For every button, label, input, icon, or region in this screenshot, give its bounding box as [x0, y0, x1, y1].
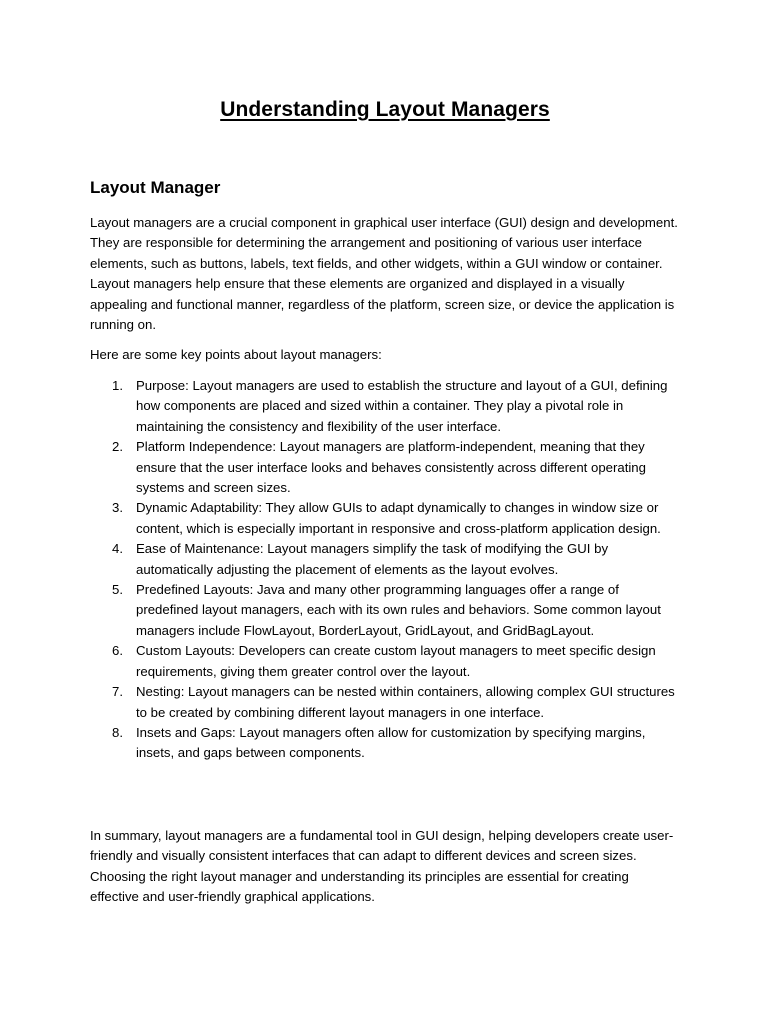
list-item-number: 5. [112, 582, 123, 598]
list-item [90, 580, 680, 641]
list-item-number: 7. [112, 684, 123, 700]
summary-paragraph: In summary, layout managers are a fundamental tool in GUI design, helping developers create user-friendly and visually consistent interfaces that can adapt to different devices and screen sizes. Choosing the right layout manager and understanding its principles are essential for creating effective and user-friendly graphical applications. [90, 828, 674, 905]
list-item-text: Insets and Gaps: Layout managers often allow for customization by specifying margins, insets, and gaps between components. [136, 724, 646, 761]
lead-in-text: Here are some key points about layout managers: [90, 347, 382, 362]
list-item [90, 682, 680, 723]
list-item-text: Dynamic Adaptability: They allow GUIs to adapt dynamically to changes in window size or content, which is especially important in responsive and cross-platform application design. [136, 500, 661, 536]
intro-paragraph: Layout managers are a crucial component in graphical user interface (GUI) design and development. They are responsible for determining the arrangement and positioning of various user interface elements, such as buttons, labels, text fields, and other widgets, within a GUI window or container. Layout managers help ensure that these elements are organized and displayed in a visually appealing and functional manner, regardless of the platform, screen size, or device the application is running on. [90, 215, 678, 333]
list-item-number: 6. [112, 643, 123, 659]
list-item-number: 1. [112, 378, 123, 393]
list-item-text: Nesting: Layout managers can be nested within containers, allowing complex GUI structures to be created by combining different layout managers in one interface. [136, 684, 675, 720]
list-item-text: Predefined Layouts: Java and many other programming languages offer a range of predefined layout managers, each with its own rules and behaviors. Some common layout managers include FlowLayout, BorderLayout, GridLayout, and GridBagLayout. [136, 582, 661, 638]
list-item [90, 539, 680, 580]
list-item-number: 2. [112, 439, 123, 455]
key-points-list [90, 376, 680, 764]
list-item-number: 8. [112, 724, 123, 740]
list-item [90, 723, 680, 764]
list-item-text: Platform Independence: Layout managers are platform-independent, meaning that they ensure that the user interface looks and behaves consistently across different operating systems and screen sizes. [136, 439, 646, 496]
list-item-text: Custom Layouts: Developers can create custom layout managers to meet specific design requirements, giving them greater control over the layout. [136, 643, 656, 679]
list-item-text: Purpose: Layout managers are used to establish the structure and layout of a GUI, defining how components are placed and sized within a container. They play a pivotal role in maintaining the consistency and flexibility of the user interface. [136, 378, 668, 434]
document-title: Understanding Layout Managers [220, 98, 550, 121]
list-item [90, 437, 680, 498]
list-item-text: Ease of Maintenance: Layout managers simplify the task of modifying the GUI by automatically adjusting the placement of elements as the layout evolves. [136, 541, 609, 577]
list-item-number: 3. [112, 500, 123, 516]
list-item-number: 4. [112, 541, 123, 557]
list-item [90, 376, 680, 437]
list-item [90, 641, 680, 682]
section-heading: Layout Manager [90, 178, 221, 197]
list-item [90, 498, 680, 539]
